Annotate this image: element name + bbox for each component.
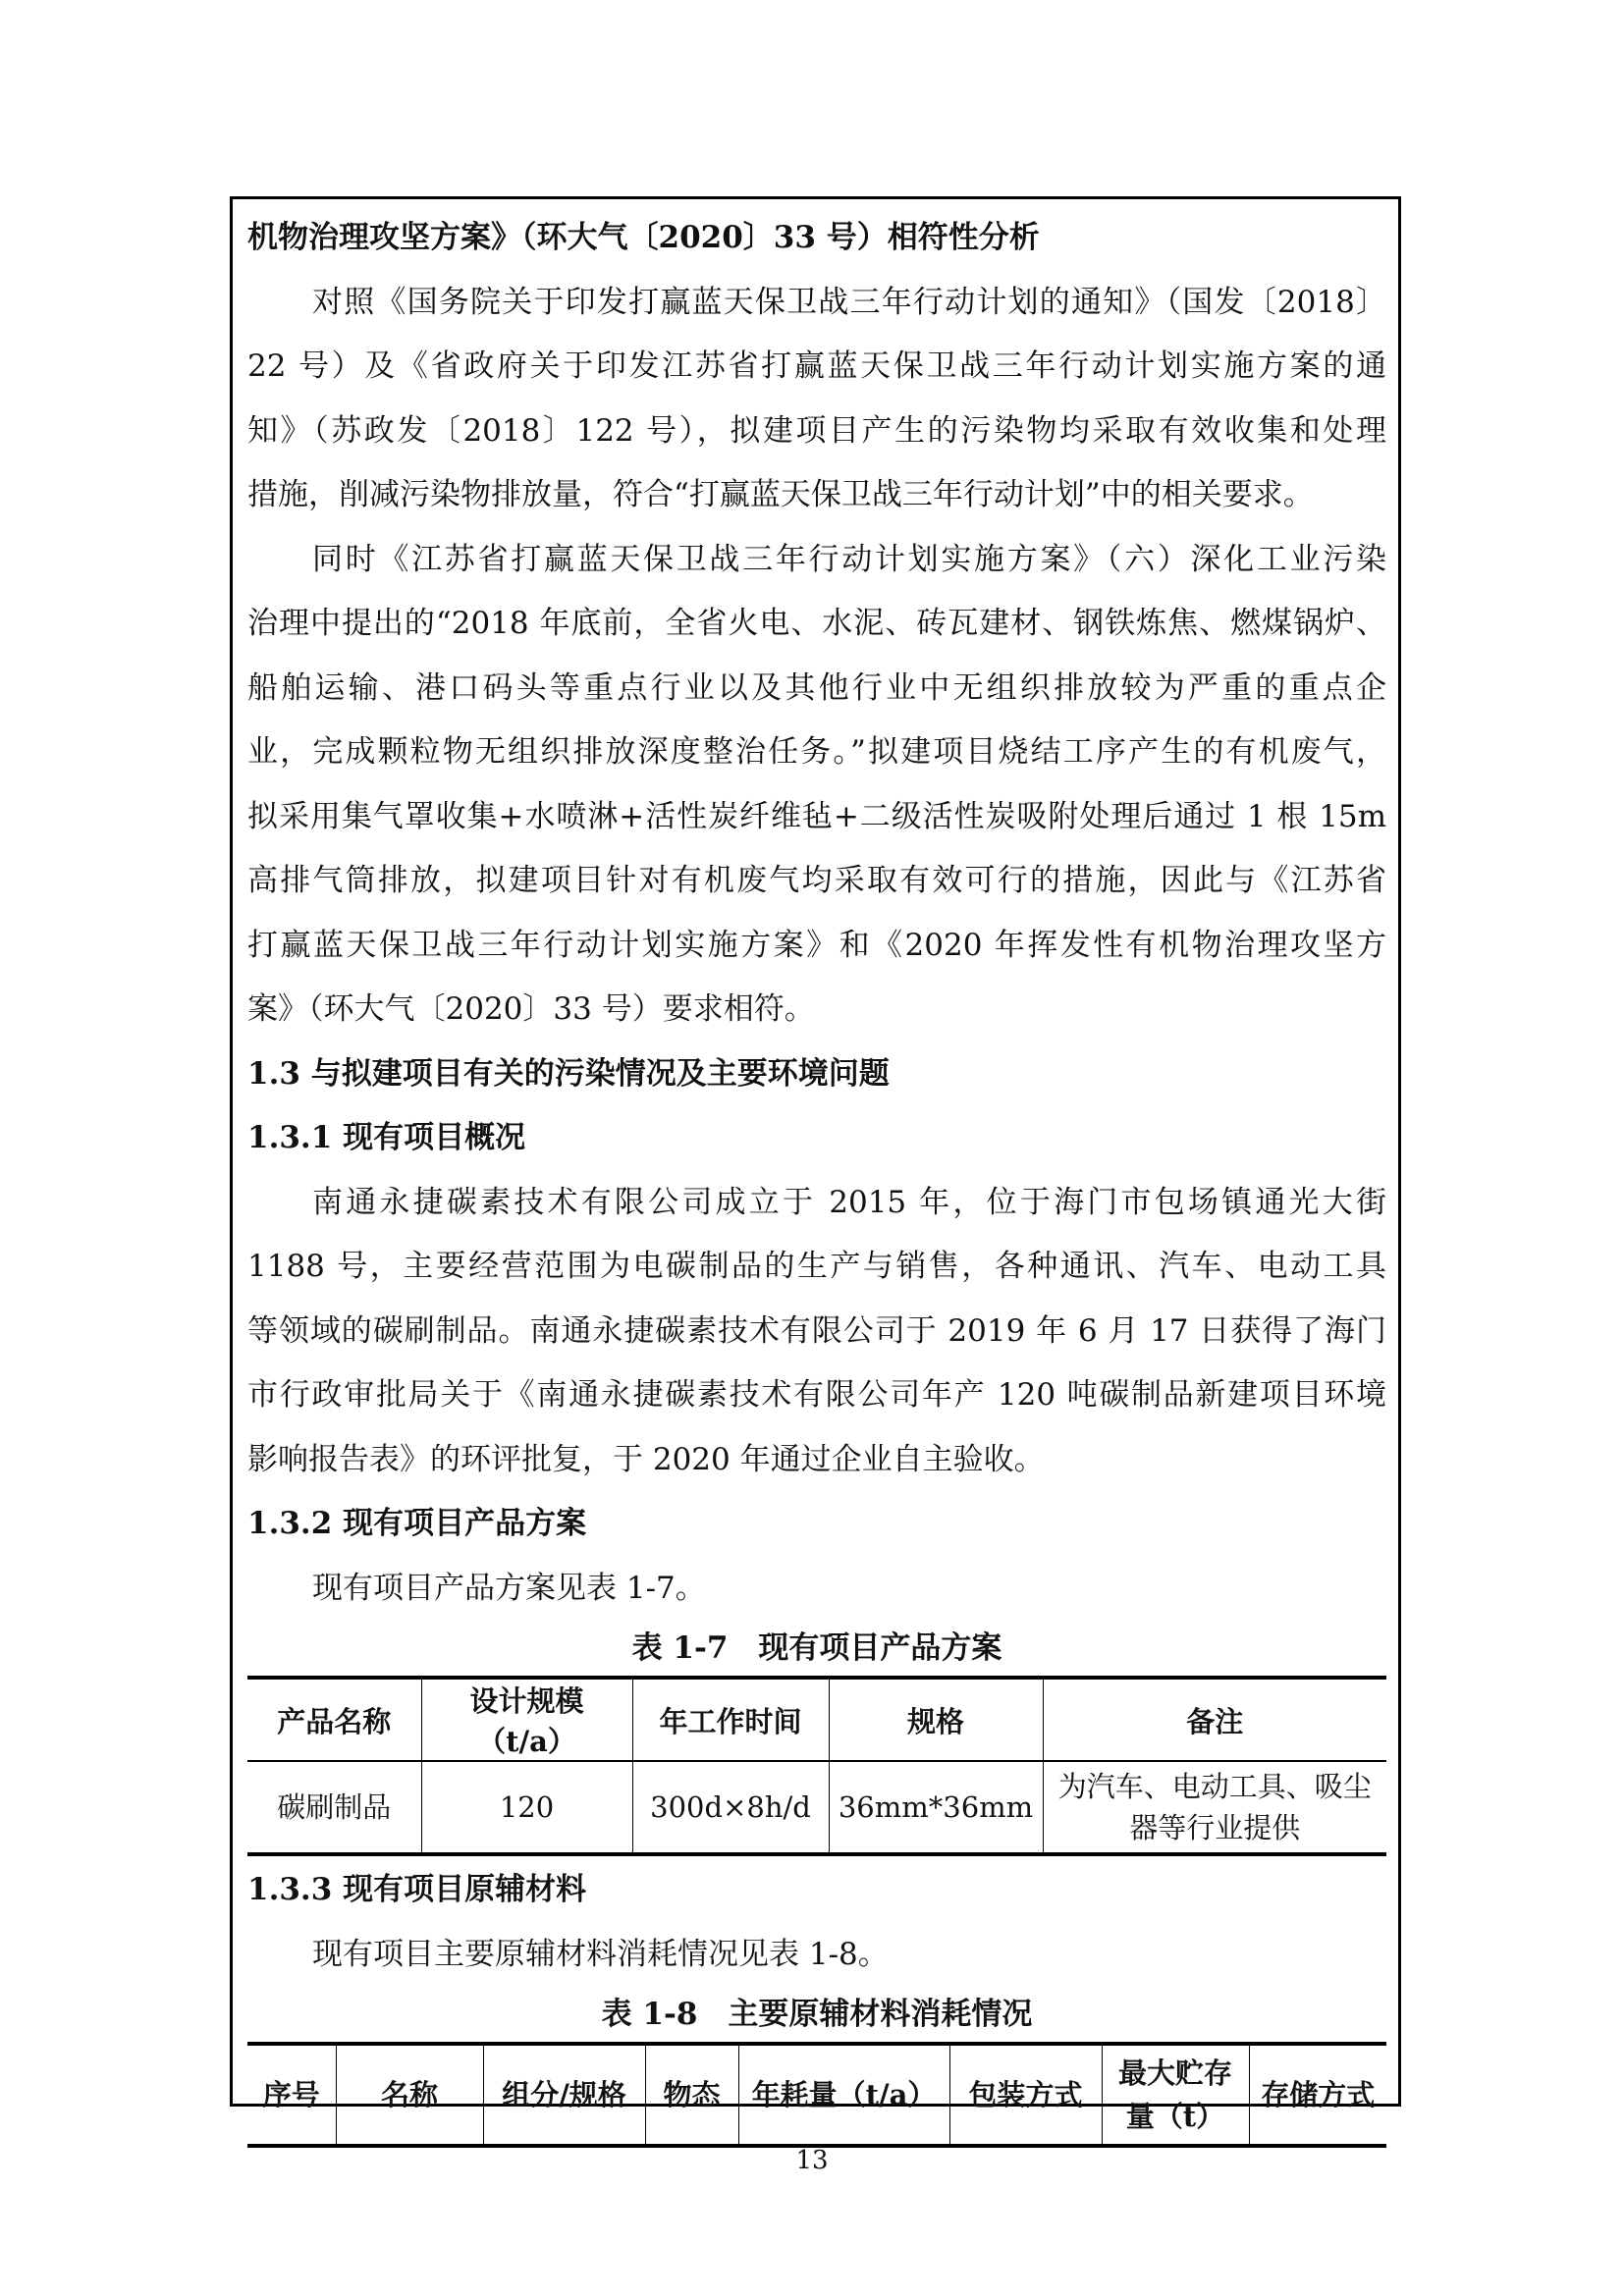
table-header-cell: 设计规模（t/a） [421,1678,632,1761]
table-header-cell: 年耗量（t/a） [738,2044,949,2146]
table-1-7 [247,1676,1386,1856]
section-heading-continued: 机物治理攻坚方案》（环大气〔2020〕33 号）相符性分析 [247,220,1040,255]
table-header-cell: 规格 [829,1678,1043,1761]
text-line: 市行政审批局关于《南通永捷碳素技术有限公司年产 120 吨碳制品新建项目环境 [247,1377,1386,1413]
table-header-cell: 产品名称 [247,1678,421,1761]
paragraph-table18-ref: 现有项目主要原辅材料消耗情况见表 1-8。 [312,1936,889,1972]
heading-1-3-2: 1.3.2 现有项目产品方案 [247,1506,587,1541]
table-cell: 300d×8h/d [632,1761,829,1854]
text-line: 拟采用集气罩收集+水喷淋+活性炭纤维毡+二级活性炭吸附处理后通过 1 根 15m [247,798,1386,834]
table-cell: 120 [421,1761,632,1854]
text-line: 案》（环大气〔2020〕33 号）要求相符。 [247,991,815,1027]
text-line: 措施，削减污染物排放量，符合“打赢蓝天保卫战三年行动计划”中的相关要求。 [247,477,1314,512]
table18-caption: 表 1-8 主要原辅材料消耗情况 [601,1997,1033,2032]
paragraph-guowuyuan [247,271,1386,528]
table-header-row [247,1678,1386,1761]
paragraph-table17-ref: 现有项目产品方案见表 1-7。 [312,1570,706,1606]
table-header-cell: 存储方式 [1249,2044,1386,2146]
table-cell: 碳刷制品 [247,1761,421,1854]
heading-1-3-1: 1.3.1 现有项目概况 [247,1120,526,1155]
text-line: 同时《江苏省打赢蓝天保卫战三年行动计划实施方案》（六）深化工业污染 [312,541,1386,577]
document-body [247,206,1386,2148]
text-line: 打赢蓝天保卫战三年行动计划实施方案》和《2020 年挥发性有机物治理攻坚方 [247,927,1386,963]
text-line: 知》（苏政发〔2018〕122 号），拟建项目产生的污染物均采取有效收集和处理 [247,412,1386,449]
table-header-cell: 最大贮存量（t） [1102,2044,1249,2146]
table-header-cell: 名称 [336,2044,483,2146]
text-line: 南通永捷碳素技术有限公司成立于 2015 年，位于海门市包场镇通光大街 [312,1184,1386,1220]
text-line: 1188 号，主要经营范围为电碳制品的生产与销售，各种通讯、汽车、电动工具 [247,1249,1386,1284]
table-cell: 36mm*36mm [829,1761,1043,1854]
table-header-cell: 序号 [247,2044,336,2146]
table-cell: 为汽车、电动工具、吸尘器等行业提供 [1043,1761,1386,1854]
heading-1-3-3: 1.3.3 现有项目原辅材料 [247,1872,587,1907]
table-row [247,1761,1386,1854]
text-line: 22 号）及《省政府关于印发江苏省打赢蓝天保卫战三年行动计划实施方案的通 [247,348,1386,384]
paragraph-jiangsu-plan [247,528,1386,1042]
table-1-8 [247,2042,1386,2148]
text-line: 等领域的碳刷制品。南通永捷碳素技术有限公司于 2019 年 6 月 17 日获得了海门 [247,1312,1386,1349]
text-line: 高排气筒排放，拟建项目针对有机废气均采取有效可行的措施，因此与《江苏省 [247,863,1386,898]
text-line: 业，完成颗粒物无组织排放深度整治任务。”拟建项目烧结工序产生的有机废气， [247,734,1386,770]
text-line: 对照《国务院关于印发打赢蓝天保卫战三年行动计划的通知》（国发〔2018〕 [312,284,1386,320]
table-header-cell: 年工作时间 [632,1678,829,1761]
page-number: 13 [795,2146,829,2175]
text-line: 影响报告表》的环评批复，于 2020 年通过企业自主验收。 [247,1441,1045,1477]
table-header-cell: 包装方式 [949,2044,1102,2146]
text-line: 治理中提出的“2018 年底前，全省火电、水泥、砖瓦建材、钢铁炼焦、燃煤锅炉、 [247,606,1386,641]
text-line: 船舶运输、港口码头等重点行业以及其他行业中无组织排放较为严重的重点企 [247,669,1386,706]
heading-1-3: 1.3 与拟建项目有关的污染情况及主要环境问题 [247,1055,890,1092]
table-header-row [247,2044,1386,2146]
table-header-cell: 备注 [1043,1678,1386,1761]
paragraph-existing-project [247,1171,1386,1493]
table17-caption: 表 1-7 现有项目产品方案 [631,1630,1002,1666]
table-header-cell: 物态 [645,2044,738,2146]
table-header-cell: 组分/规格 [483,2044,645,2146]
